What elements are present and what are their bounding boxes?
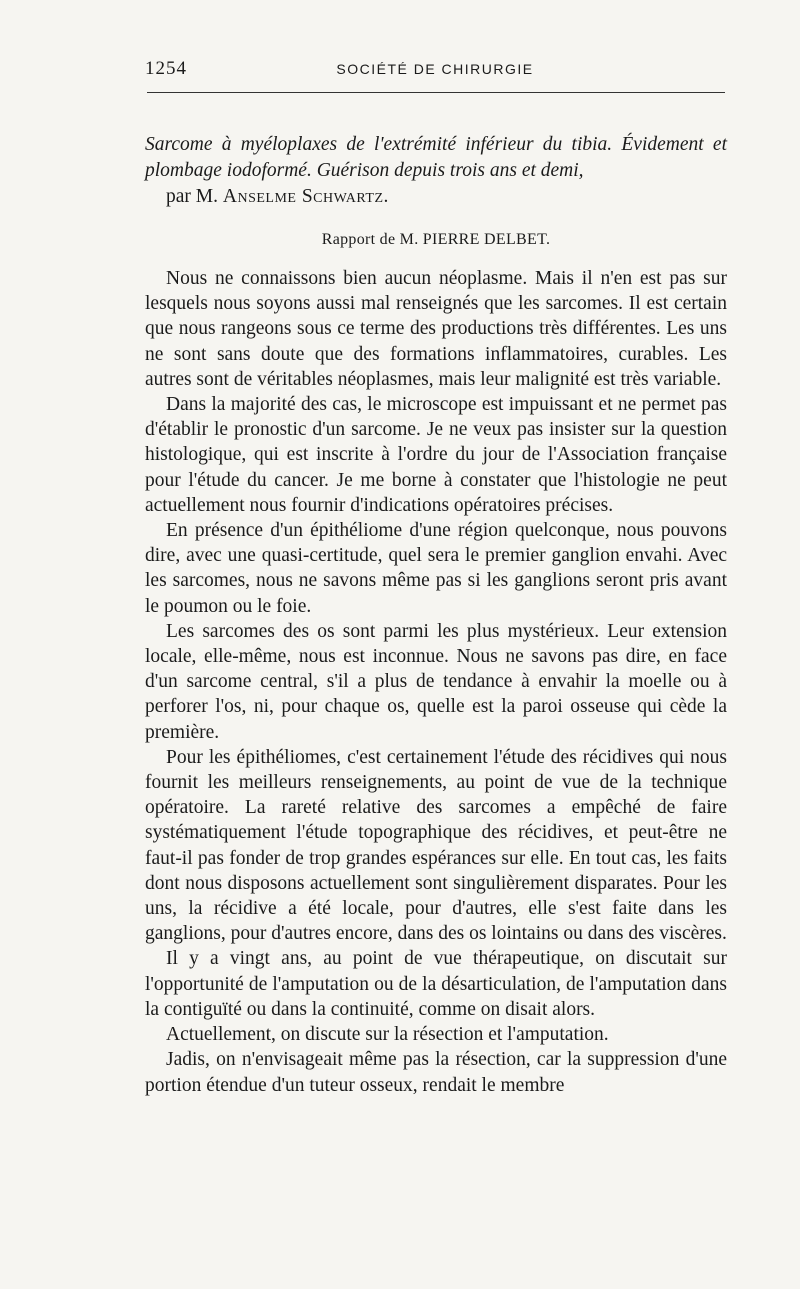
author-prefix: par M. bbox=[166, 186, 218, 207]
paragraph: Nous ne connaissons bien aucun néoplasme. Mais il n'en est pas sur lesquels nous soyons aussi mal renseignés que les sarcomes. Il est certain que nous rangeons sous ce terme des productions très différentes. Les uns ne sont sans doute que des formations inflammatoires, curables. Les autres sont de véritables néoplasmes, mais leur malignité est très variable. bbox=[145, 268, 727, 390]
paragraph: Il y a vingt ans, au point de vue thérapeutique, on discutait sur l'opportunité de l'amputation ou de la désarticulation, de l'amputation dans la contiguïté ou dans la continuité, comme on disait alors. bbox=[145, 948, 727, 1020]
page-number: 1254 bbox=[145, 58, 187, 79]
body-text bbox=[145, 266, 727, 1098]
article-title-text: Sarcome à myéloplaxes de l'extrémité inférieur du tibia. Évidement et plombage iodoformé. Guérison depuis trois ans et demi, bbox=[145, 134, 727, 181]
paragraph: En présence d'un épithéliome d'une région quelconque, nous pouvons dire, avec une quasi-certitude, quel sera le premier ganglion envahi. Avec les sarcomes, nous ne savons même pas si les ganglions seront pris avant le poumon ou le foie. bbox=[145, 520, 727, 617]
article-title bbox=[145, 132, 727, 184]
paragraph: Les sarcomes des os sont parmi les plus mystérieux. Leur extension locale, elle-même, nous est inconnue. Nous ne savons pas dire, en face d'un sarcome central, s'il a plus de tendance à envahir la moelle ou à perforer l'os, ni, pour chaque os, quelle est la paroi osseuse qui cède la première. bbox=[145, 620, 727, 743]
paragraph: Actuellement, on discute sur la résection et l'amputation. bbox=[166, 1024, 609, 1046]
author-name: Anselme Schwartz. bbox=[222, 186, 389, 207]
paragraph: Jadis, on n'envisageait même pas la résection, car la suppression d'une portion étendue d'un tuteur osseux, rendait le membre bbox=[145, 1049, 727, 1096]
article-title-block bbox=[145, 132, 727, 210]
header-rule bbox=[147, 92, 725, 93]
author-line bbox=[145, 184, 727, 210]
journal-title: SOCIÉTÉ DE CHIRURGIE bbox=[336, 61, 534, 77]
report-heading: Rapport de M. PIERRE DELBET. bbox=[321, 231, 551, 248]
running-head bbox=[145, 58, 725, 84]
paragraph: Pour les épithéliomes, c'est certainement l'étude des récidives qui nous fournit les meilleurs renseignements, au point de vue de la technique opératoire. La rareté relative des sarcomes a empêché de faire systématiquement l'étude topographique des récidives, et peut-être ne faut-il pas fonder de trop grandes espérances sur elle. En tout cas, les faits dont nous disposons actuellement sont singulièrement disparates. Pour les uns, la récidive a été locale, pour d'autres, elle s'est faite dans les ganglions, pour d'autres encore, dans des os lointains ou dans des viscères. bbox=[145, 746, 727, 945]
paragraph: Dans la majorité des cas, le microscope est impuissant et ne permet pas d'établir le pronostic d'un sarcome. Je ne veux pas insister sur la question histologique, qui est inscrite à l'ordre du jour de l'Association française pour l'étude du cancer. Je me borne à constater que l'histologie ne peut actuellement nous fournir d'indications opératoires précises. bbox=[145, 394, 727, 516]
